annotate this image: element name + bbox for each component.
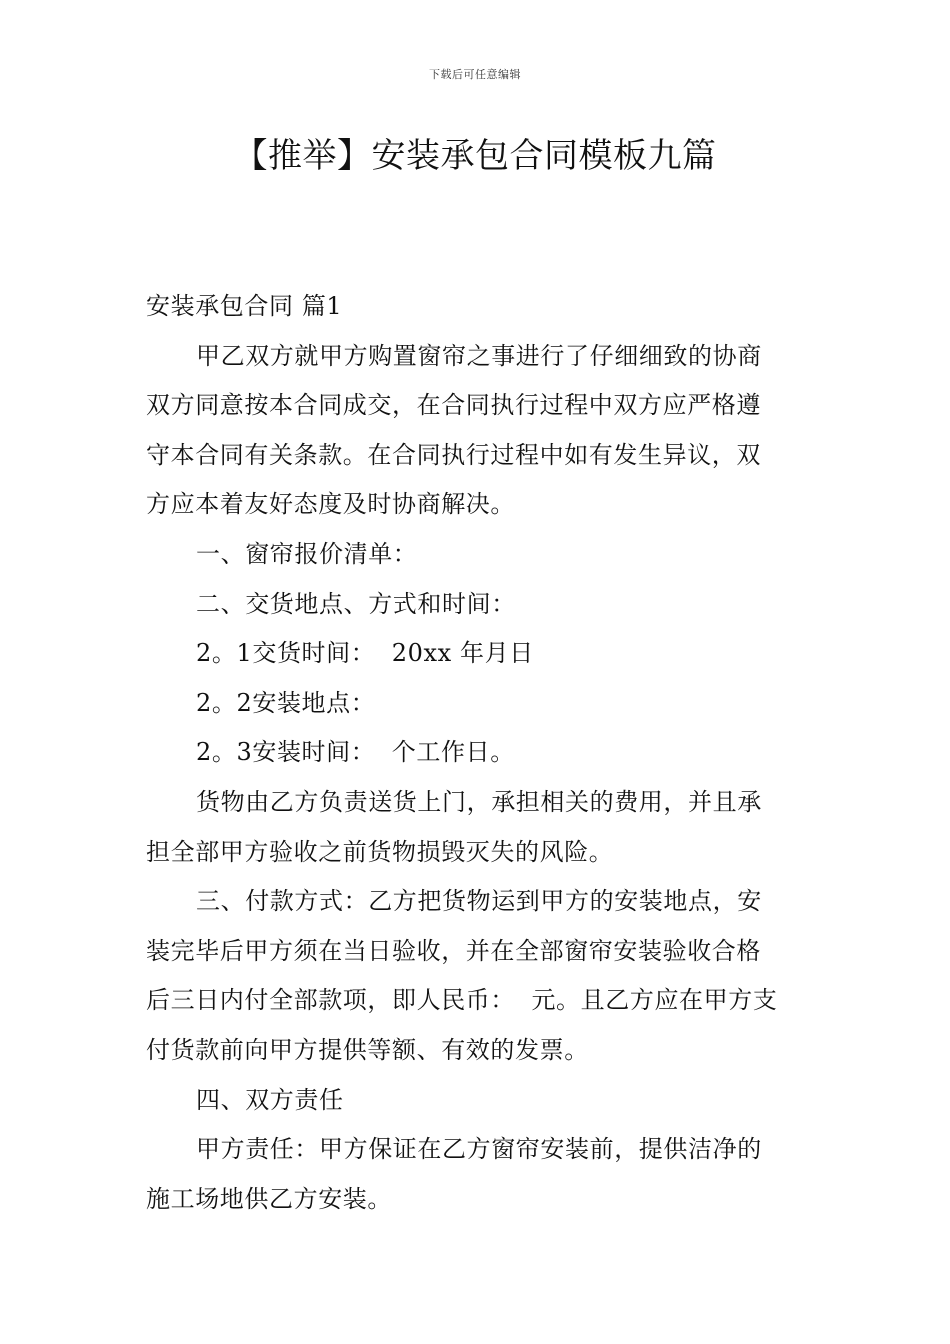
- section-heading-1: 安装承包合同 篇1: [146, 292, 343, 320]
- paragraph-line: 后三日内付全部款项，即人民币： 元。且乙方应在甲方支: [146, 986, 778, 1015]
- paragraph-line: 守本合同有关条款。在合同执行过程中如有发生异议，双: [146, 440, 761, 469]
- clause-item: 2。3安装时间： 个工作日。: [196, 738, 515, 767]
- clause-heading: 一、窗帘报价清单：: [196, 539, 418, 568]
- document-title: 【推举】安装承包合同模板九篇: [233, 136, 717, 176]
- clause-item: 2。2安装地点：: [196, 688, 376, 717]
- clause-heading: 二、交货地点、方式和时间：: [196, 589, 516, 618]
- header-note: 下载后可任意编辑: [429, 68, 521, 81]
- paragraph-line: 甲方责任：甲方保证在乙方窗帘安装前，提供洁净的: [196, 1135, 762, 1164]
- clause-item: 2。1交货时间： 20xx 年月日: [196, 639, 534, 668]
- paragraph-line: 方应本着友好态度及时协商解决。: [146, 490, 515, 519]
- document-body: [146, 282, 806, 1224]
- clause-heading: 四、双方责任: [196, 1085, 344, 1114]
- paragraph-line: 装完毕后甲方须在当日验收，并在全部窗帘安装验收合格: [146, 936, 761, 965]
- paragraph-line: 货物由乙方负责送货上门，承担相关的费用，并且承: [196, 787, 762, 816]
- paragraph-line: 甲乙双方就甲方购置窗帘之事进行了仔细细致的协商: [196, 341, 762, 370]
- paragraph-line: 担全部甲方验收之前货物损毁灭失的风险。: [146, 837, 614, 866]
- paragraph-line: 施工场地供乙方安装。: [146, 1184, 392, 1213]
- paragraph-line: 双方同意按本合同成交，在合同执行过程中双方应严格遵: [146, 391, 761, 420]
- paragraph-line: 付货款前向甲方提供等额、有效的发票。: [146, 1035, 589, 1064]
- paragraph-line: 三、付款方式：乙方把货物运到甲方的安装地点，安: [196, 887, 762, 916]
